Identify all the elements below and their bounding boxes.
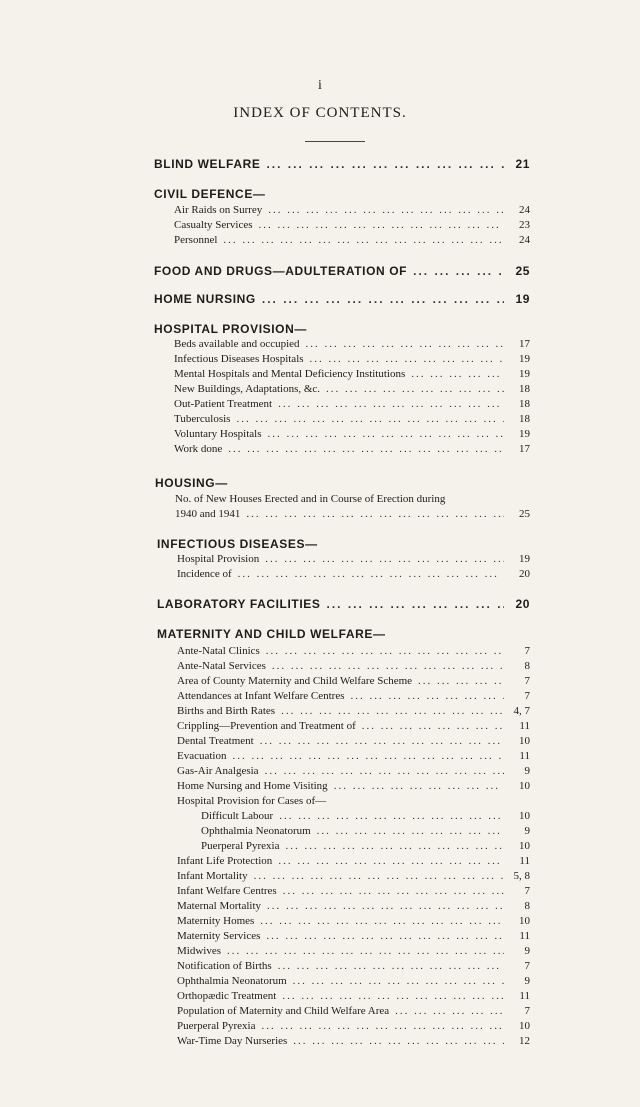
index-entry xyxy=(157,597,530,612)
entry-page: 20 xyxy=(515,597,530,611)
index-entry xyxy=(177,567,530,582)
entry-page: 23 xyxy=(519,219,530,231)
entry-label: Puerperal Pyrexia xyxy=(201,840,280,852)
entry-label: Beds available and occupied xyxy=(174,338,300,350)
index-entry xyxy=(201,839,530,854)
index-entry xyxy=(157,537,530,552)
leader-dots xyxy=(217,233,504,248)
index-entry xyxy=(174,218,530,233)
index-entry xyxy=(177,899,530,914)
leader-dots xyxy=(345,689,504,704)
entry-page: 19 xyxy=(519,553,530,565)
entry-page: 11 xyxy=(519,930,530,942)
entry-label: Notification of Births xyxy=(177,960,272,972)
entry-label: Tuberculosis xyxy=(174,413,231,425)
entry-page: 11 xyxy=(519,990,530,1002)
index-entry xyxy=(154,187,530,202)
index-entry xyxy=(154,264,530,279)
leader-dots xyxy=(254,734,504,749)
entry-label: Infectious Diseases Hospitals xyxy=(174,353,304,365)
index-entry xyxy=(177,659,530,674)
index-entry xyxy=(174,367,530,382)
entry-label: 1940 and 1941 xyxy=(175,508,241,520)
entry-label: Personnel xyxy=(174,234,218,246)
index-entry xyxy=(174,397,530,412)
entry-page: 7 xyxy=(524,645,530,657)
entry-page: 12 xyxy=(519,1035,530,1047)
index-entry xyxy=(154,292,530,307)
entry-label: Difficult Labour xyxy=(201,810,274,822)
entry-label: Crippling—Prevention and Treatment of xyxy=(177,720,356,732)
leader-dots xyxy=(266,659,504,674)
leader-dots xyxy=(405,367,504,382)
entry-page: 19 xyxy=(519,428,530,440)
entry-label: Ophthalmia Neonatorum xyxy=(201,825,311,837)
entry-label: FOOD AND DRUGS—ADULTERATION OF xyxy=(154,264,408,278)
entry-label: Infant Welfare Centres xyxy=(177,885,277,897)
leader-dots xyxy=(272,397,504,412)
index-entry xyxy=(177,929,530,944)
leader-dots xyxy=(260,157,504,172)
entry-label: Maternity Services xyxy=(177,930,261,942)
entry-label: Air Raids on Surrey xyxy=(174,204,263,216)
leader-dots xyxy=(256,292,504,307)
leader-dots xyxy=(259,552,504,567)
index-entry xyxy=(174,352,530,367)
entry-label: Attendances at Infant Welfare Centres xyxy=(177,690,345,702)
entry-label: Hospital Provision xyxy=(177,553,260,565)
index-entry xyxy=(177,552,530,567)
entry-page: 10 xyxy=(519,735,530,747)
index-entry xyxy=(177,704,530,719)
leader-dots xyxy=(275,704,504,719)
leader-dots xyxy=(262,203,504,218)
leader-dots xyxy=(253,218,504,233)
entry-page: 19 xyxy=(519,368,530,380)
leader-dots xyxy=(222,442,504,457)
index-entry xyxy=(177,959,530,974)
entry-page: 11 xyxy=(519,720,530,732)
index-entry xyxy=(177,734,530,749)
index-entry xyxy=(177,869,530,884)
entry-page: 7 xyxy=(524,885,530,897)
entry-page: 9 xyxy=(524,765,530,777)
entry-page: 9 xyxy=(524,975,530,987)
entry-label: Gas-Air Analgesia xyxy=(177,765,259,777)
entry-label: Puerperal Pyrexia xyxy=(177,1020,256,1032)
leader-dots xyxy=(232,567,504,582)
entry-label: Population of Maternity and Child Welfare Area xyxy=(177,1005,390,1017)
entry-page: 21 xyxy=(515,157,530,171)
index-entry xyxy=(177,764,530,779)
entry-page: 17 xyxy=(519,443,530,455)
index-entry xyxy=(177,1004,530,1019)
index-entry xyxy=(157,627,530,642)
index-entry xyxy=(177,1034,530,1049)
leader-dots xyxy=(254,914,504,929)
entry-page: 25 xyxy=(515,264,530,278)
index-entry xyxy=(174,442,530,457)
index-entry xyxy=(177,914,530,929)
entry-page: 10 xyxy=(519,1020,530,1032)
entry-page: 7 xyxy=(524,675,530,687)
entry-page: 5, 8 xyxy=(513,870,530,882)
entry-label: Work done xyxy=(174,443,223,455)
leader-dots xyxy=(356,719,504,734)
leader-dots xyxy=(273,809,504,824)
leader-dots xyxy=(412,674,504,689)
entry-label: Infant Life Protection xyxy=(177,855,273,867)
index-entry xyxy=(177,989,530,1004)
leader-dots xyxy=(407,264,504,279)
entry-label: Maternal Mortality xyxy=(177,900,262,912)
entry-label: Maternity Homes xyxy=(177,915,255,927)
index-entry xyxy=(154,157,530,172)
index-entry xyxy=(201,824,530,839)
entry-label: Incidence of xyxy=(177,568,232,580)
entry-page: 10 xyxy=(519,840,530,852)
leader-dots xyxy=(272,959,504,974)
index-entry xyxy=(174,233,530,248)
index-entry xyxy=(174,412,530,427)
entry-label: War-Time Day Nurseries xyxy=(177,1035,288,1047)
entry-label: Out-Patient Treatment xyxy=(174,398,273,410)
index-entry xyxy=(174,203,530,218)
index-entry xyxy=(177,749,530,764)
index-entry xyxy=(177,1019,530,1034)
index-entry xyxy=(177,884,530,899)
entry-label: Mental Hospitals and Mental Deficiency Institutions xyxy=(174,368,406,380)
index-entry xyxy=(154,322,530,337)
entry-page: 10 xyxy=(519,810,530,822)
entry-page: 18 xyxy=(519,413,530,425)
index-entry xyxy=(177,854,530,869)
entry-page: 10 xyxy=(519,780,530,792)
entry-label: LABORATORY FACILITIES xyxy=(157,597,321,611)
entry-label: Casualty Services xyxy=(174,219,253,231)
entry-label: Births and Birth Rates xyxy=(177,705,276,717)
entry-label: Evacuation xyxy=(177,750,227,762)
entry-page: 4, 7 xyxy=(513,705,530,717)
entry-page: 19 xyxy=(515,292,530,306)
entry-page: 7 xyxy=(524,960,530,972)
index-entry xyxy=(177,689,530,704)
index-entry xyxy=(177,674,530,689)
entry-page: 9 xyxy=(524,825,530,837)
leader-dots xyxy=(276,989,504,1004)
leader-dots xyxy=(272,854,504,869)
entry-label: HOME NURSING xyxy=(154,292,256,306)
entry-page: 18 xyxy=(519,398,530,410)
entry-label: Orthopædic Treatment xyxy=(177,990,277,1002)
entry-label: Ante-Natal Clinics xyxy=(177,645,260,657)
entry-label: Midwives xyxy=(177,945,221,957)
index-entry xyxy=(174,427,530,442)
entry-label: Hospital Provision for Cases of— xyxy=(177,795,327,807)
index-entry xyxy=(155,476,530,491)
index-entry xyxy=(177,644,530,659)
leader-dots xyxy=(262,427,505,442)
entry-page: 24 xyxy=(519,234,530,246)
entry-page: 17 xyxy=(519,338,530,350)
entry-page: 11 xyxy=(519,750,530,762)
index-entry xyxy=(177,779,530,794)
leader-dots xyxy=(277,884,504,899)
entry-page: 8 xyxy=(524,660,530,672)
entry-label: New Buildings, Adaptations, &c. xyxy=(174,383,321,395)
entry-label: MATERNITY AND CHILD WELFARE— xyxy=(157,627,386,641)
index-entry xyxy=(177,944,530,959)
entry-page: 10 xyxy=(519,915,530,927)
leader-dots xyxy=(300,337,504,352)
entry-label: Infant Mortality xyxy=(177,870,248,882)
entry-label: Voluntary Hospitals xyxy=(174,428,262,440)
entry-page: 18 xyxy=(519,383,530,395)
leader-dots xyxy=(320,382,504,397)
leader-dots xyxy=(321,597,505,612)
entry-page: 7 xyxy=(524,690,530,702)
entry-label: Area of County Maternity and Child Welfare Scheme xyxy=(177,675,413,687)
leader-dots xyxy=(328,779,504,794)
leader-dots xyxy=(304,352,504,367)
entry-page: 9 xyxy=(524,945,530,957)
leader-dots xyxy=(260,929,504,944)
page-title: INDEX OF CONTENTS. xyxy=(233,105,407,121)
entry-label: Dental Treatment xyxy=(177,735,254,747)
leader-dots xyxy=(256,1019,505,1034)
leader-dots xyxy=(287,1034,504,1049)
index-entry xyxy=(174,337,530,352)
leader-dots xyxy=(261,899,504,914)
entry-page: 7 xyxy=(524,1005,530,1017)
index-entry xyxy=(175,492,530,507)
page-number: i xyxy=(318,78,322,93)
index-entry xyxy=(201,809,530,824)
leader-dots xyxy=(280,839,505,854)
entry-page: 19 xyxy=(519,353,530,365)
index-entry xyxy=(175,507,530,522)
index-entry xyxy=(177,974,530,989)
leader-dots xyxy=(287,974,504,989)
leader-dots xyxy=(311,824,504,839)
index-entry xyxy=(177,794,530,809)
leader-dots xyxy=(260,644,504,659)
leader-dots xyxy=(259,764,504,779)
index-entry xyxy=(177,719,530,734)
leader-dots xyxy=(230,412,504,427)
leader-dots xyxy=(226,749,504,764)
entry-label: Ante-Natal Services xyxy=(177,660,266,672)
entry-label: CIVIL DEFENCE— xyxy=(154,187,266,201)
entry-label: No. of New Houses Erected and in Course of Erection during xyxy=(175,493,446,505)
entry-page: 8 xyxy=(524,900,530,912)
entry-page: 25 xyxy=(519,508,530,520)
leader-dots xyxy=(221,944,504,959)
entry-page: 20 xyxy=(519,568,530,580)
leader-dots xyxy=(248,869,504,884)
entry-label: BLIND WELFARE xyxy=(154,157,261,171)
entry-label: Home Nursing and Home Visiting xyxy=(177,780,328,792)
leader-dots xyxy=(389,1004,504,1019)
entry-page: 11 xyxy=(519,855,530,867)
leader-dots xyxy=(240,507,504,522)
entry-label: Ophthalmia Neonatorum xyxy=(177,975,287,987)
index-entry xyxy=(174,382,530,397)
entry-page: 24 xyxy=(519,204,530,216)
entry-label: HOUSING— xyxy=(155,476,228,490)
entry-label: INFECTIOUS DISEASES— xyxy=(157,537,318,551)
entry-label: HOSPITAL PROVISION— xyxy=(154,322,307,336)
